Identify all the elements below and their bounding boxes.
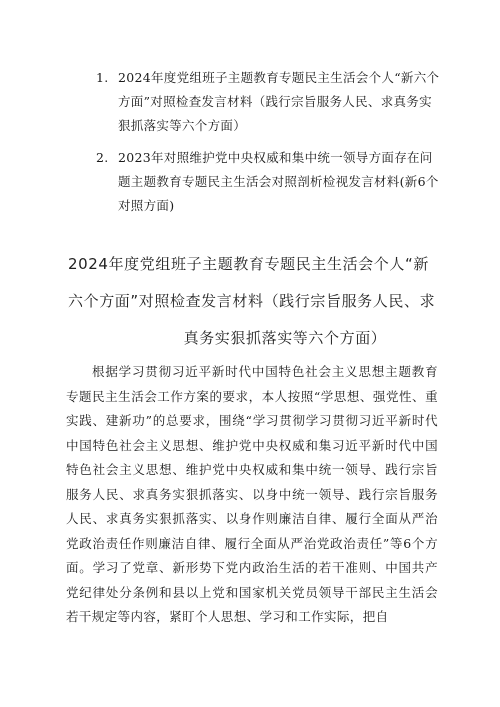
- title-line-1: 2024年度党组班子主题教育专题民主生活会个人“新: [68, 255, 429, 273]
- toc-item-number: 2.: [96, 150, 109, 165]
- table-of-contents: [96, 66, 441, 226]
- title-line-2: 六个方面”对照检查发言材料（践行宗旨服务人民、求: [68, 292, 436, 310]
- toc-item-number: 1.: [96, 70, 109, 85]
- toc-item[interactable]: [96, 146, 441, 218]
- toc-item-text[interactable]: 2023年对照维护党中央权威和集中统一领导方面存在问题主题教育专题民主生活会对照剖析检视发言材料(新6个对照方面): [118, 150, 439, 213]
- title-line-3: 真务实狠抓落实等六个方面）: [183, 329, 387, 347]
- toc-item[interactable]: [96, 66, 441, 138]
- document-title: [68, 246, 438, 357]
- toc-item-text[interactable]: 2024年度党组班子主题教育专题民主生活会个人“新六个方面”对照检查发言材料（践行宗旨服务人民、求真务实狠抓落实等六个方面）: [118, 70, 440, 133]
- body-paragraph: 根据学习贯彻习近平新时代中国特色社会主义思想主题教育专题民主生活会工作方案的要求，本人按照“学思想、强党性、重实践、建新功”的总要求，围绕“学习贯彻学习贯彻习近平新时代中国特色社会主义思想、维护党中央权威和集习近平新时代中国特色社会主义思想、维护党中央权威和集中统一领导、践行宗旨服务人民、求真务实狠抓落实、以身中统一领导、践行宗旨服务人民、求真务实狠抓落实、以身作则廉洁自律、履行全面从严治党政治责任作则廉洁自律、履行全面从严治党政治责任”等6个方面。学习了党章、新形势下党内政治生活的若干准则、中国共产党纪律处分条例和县以上党和国家机关党员领导干部民主生活会若干规定等内容，紧盯个人思想、学习和工作实际，把自: [66, 364, 438, 624]
